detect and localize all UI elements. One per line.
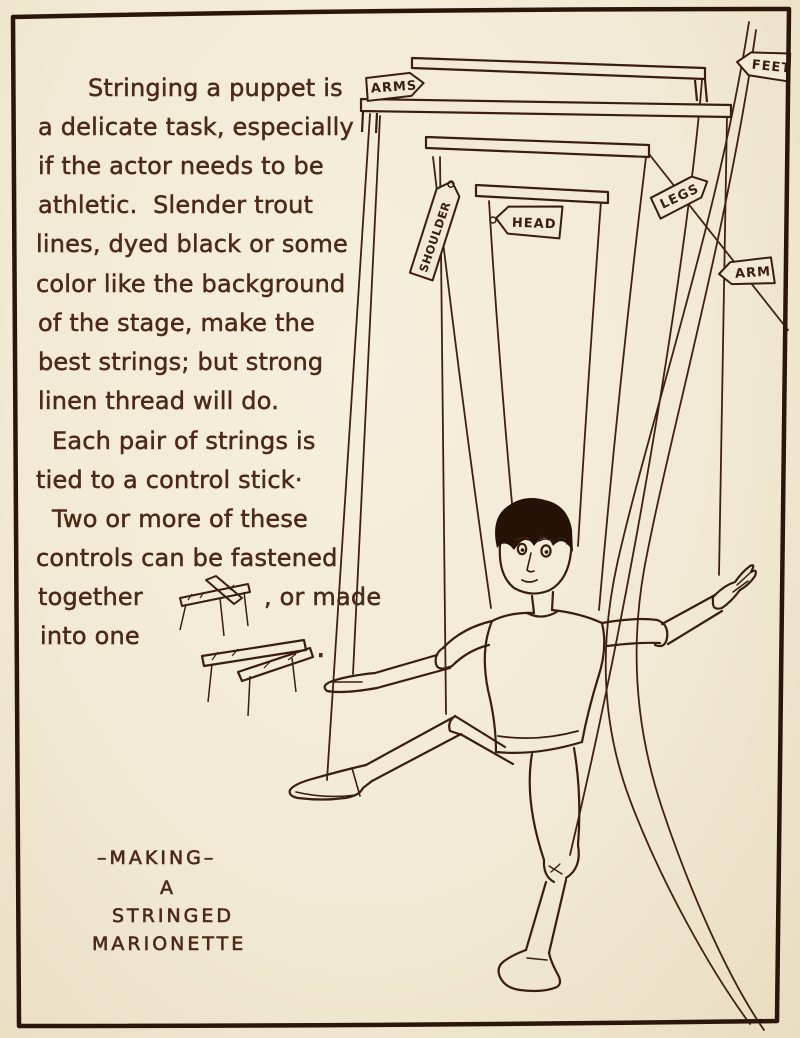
tag-shoulder bbox=[408, 177, 465, 280]
right-knee-cap bbox=[544, 845, 579, 882]
tag-shoulder-label: SHOULDER bbox=[416, 199, 454, 275]
string-head-left bbox=[489, 201, 516, 546]
right-ankle-line bbox=[527, 958, 547, 960]
paragraph-line: together bbox=[38, 583, 143, 611]
caption-line: MARIONETTE bbox=[92, 933, 247, 955]
tag-arms bbox=[366, 72, 425, 101]
tag-arms-label: ARMS bbox=[370, 78, 418, 97]
control-bar-3 bbox=[426, 137, 649, 157]
paragraph-line: , or made bbox=[264, 583, 382, 611]
tag-feet-label: FEET bbox=[750, 57, 792, 77]
right-calf bbox=[526, 880, 566, 953]
left-elbow-joint bbox=[436, 648, 452, 669]
tag-legs-label: LEGS bbox=[657, 181, 702, 213]
string-right-hand-arm bbox=[719, 116, 727, 575]
mini-control-sticks-together bbox=[180, 576, 250, 636]
shorts-line bbox=[498, 731, 578, 738]
tag-arm-label: ARM bbox=[734, 264, 772, 282]
string-exit-right bbox=[649, 154, 788, 330]
left-calf bbox=[366, 718, 461, 781]
paragraph-line: best strings; but strong bbox=[38, 348, 324, 376]
paragraph-line: a delicate task, especially bbox=[38, 113, 354, 141]
paragraph-line: of the stage, make the bbox=[38, 309, 315, 337]
left-shoe-heel bbox=[352, 768, 360, 796]
neck bbox=[532, 592, 553, 613]
caption-line: –MAKING– bbox=[97, 847, 217, 869]
control-bar-2 bbox=[361, 99, 731, 117]
paragraph-line: . bbox=[316, 630, 326, 665]
paragraph-line: tied to a control stick· bbox=[36, 466, 303, 494]
string-head-right bbox=[578, 201, 601, 546]
control-bar-4 bbox=[476, 185, 608, 203]
mouth bbox=[522, 580, 537, 582]
left-forearm bbox=[375, 655, 450, 688]
string-tags bbox=[366, 48, 793, 287]
paragraph-line: Two or more of these bbox=[52, 505, 309, 533]
torso-right-edge bbox=[552, 610, 604, 742]
paragraph-line: controls can be fastened bbox=[36, 544, 338, 572]
paragraph-line: Each pair of strings is bbox=[52, 427, 316, 455]
caption-line: STRINGED bbox=[112, 905, 235, 927]
tag-head bbox=[489, 204, 562, 238]
tag-arm bbox=[718, 257, 775, 287]
paragraph-line: linen thread will do. bbox=[38, 387, 280, 415]
right-foot bbox=[499, 950, 560, 991]
paragraph-line: athletic. Slender trout bbox=[38, 191, 314, 219]
paragraph-line: into one bbox=[40, 622, 140, 650]
left-pupil bbox=[521, 548, 525, 552]
hip-bottom bbox=[496, 742, 582, 753]
paragraph-line: if the actor needs to be bbox=[38, 152, 324, 180]
right-pupil bbox=[545, 550, 549, 554]
tag-head-label: HEAD bbox=[511, 215, 557, 233]
right-knee-joint-marks bbox=[549, 864, 562, 874]
left-thigh bbox=[455, 716, 513, 764]
paragraph-line: lines, dyed black or some bbox=[36, 230, 348, 258]
paragraph-line: Stringing a puppet is bbox=[88, 74, 343, 102]
mini-control-sticks-into-one bbox=[202, 640, 313, 716]
caption-line: A bbox=[160, 877, 176, 899]
torso-left-edge bbox=[485, 613, 534, 752]
control-bar-1 bbox=[412, 58, 705, 79]
right-upper-arm bbox=[602, 619, 660, 646]
string-feet-long-1 bbox=[606, 22, 750, 1024]
nose bbox=[527, 553, 534, 572]
tag-legs bbox=[650, 171, 713, 218]
marionette-figure bbox=[290, 498, 756, 991]
left-shoe-sole bbox=[296, 792, 356, 796]
hair bbox=[495, 498, 573, 552]
paragraph-line: color like the background bbox=[36, 270, 346, 298]
